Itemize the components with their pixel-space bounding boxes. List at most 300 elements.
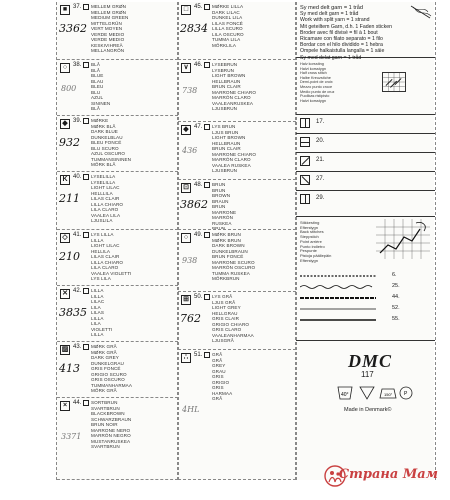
color-name: GRIGIO CHIARO [212,321,250,327]
color-name: MÖRK BLÅ [91,162,116,167]
color-name: LIGHT LILAC [91,243,120,248]
color-name: BRUN FONCÉ [212,254,244,259]
backstitch-line-sample [300,284,376,290]
color-name: HARMAA [212,390,233,396]
color-name: GREY [212,363,226,368]
entry-number-text: 46. [194,62,203,68]
color-name: MARRÓN NEGRO [91,433,131,438]
entry-number [73,62,89,68]
entry-number [194,232,210,238]
handwritten-code: 4HL [182,405,200,414]
color-name: LILLA CHIARO [91,201,124,207]
color-name: VERDE MEDIO [91,31,125,37]
color-name: HELLLILA [91,190,113,196]
color-entry [178,60,296,122]
color-code: 413 [59,362,80,375]
color-name: GRIS OSCURO [91,377,125,382]
color-name: LYSBRUN [212,67,235,73]
color-name: SININEN [91,100,111,106]
color-name-list [91,232,176,282]
checkbox-icon [204,232,210,238]
entry-number-text: 42. [73,288,82,294]
instruction-line: Ricamare con filato separato = 1 filo [300,36,383,43]
color-name: MARRÓN CLARO [212,95,251,100]
entry-number-text: 37. [73,4,82,10]
color-name: BLÅ [91,67,100,73]
color-name: TUMMA RUSKEA [212,270,250,276]
entry-number-text: 48. [194,182,203,188]
color-code: 932 [59,136,80,149]
stitch-row [296,171,435,188]
color-name: BLU SCURO [91,145,119,151]
instruction-line: Sy med delt garn = 1 tråd [300,5,363,11]
color-name: MØRKE LILLA [212,4,244,9]
entry-number-text: 44. [73,400,82,406]
stitch-name: Halvt korsstygn [300,98,326,103]
svg-text:150°: 150° [384,392,393,397]
color-name: AZUL OSCURO [91,151,126,156]
color-name-list [91,344,176,394]
checkbox-icon [204,62,210,68]
color-name: VERDE MEDIO [91,37,125,42]
handwritten-code: 738 [182,86,198,95]
color-name: VIOLETTI [91,326,113,332]
color-name-list [91,62,176,112]
stitch-row [296,114,435,131]
backstitch-line-sample [300,295,376,301]
color-name: VAALEA VIOLETTI [91,270,132,276]
color-name-list [212,232,294,282]
color-entry [57,60,178,116]
color-entry [57,172,178,230]
color-name: BLÅ [91,106,100,111]
watermark-text: Страна Мам [338,467,438,482]
color-name: GRAU [212,368,226,374]
backstitch-name: Pistoja päällepäin [300,252,332,258]
color-entry [178,122,296,180]
color-name: RUSKEA [212,220,232,226]
color-name: BRUN CLAIR [212,146,241,151]
color-entry [178,230,296,292]
color-name: LILLA [91,315,104,321]
color-name: MÖRKLILA [212,42,237,48]
color-code: 210 [59,250,80,263]
color-symbol-icon: × [60,401,70,411]
color-name: BRUN [212,182,226,187]
entry-number [194,124,210,130]
checkbox-icon [83,62,89,68]
color-name: BRUN [212,226,226,230]
color-name: BLACKBROWN [91,411,125,416]
color-code: 3362 [59,22,87,35]
color-name: LILA [91,304,101,310]
color-code: 211 [59,192,80,205]
color-name: GRIS FONCÉ [91,366,121,371]
color-symbol-icon: ◆ [181,125,191,135]
color-name: DARK BROWN [212,243,245,248]
checkbox-icon [83,344,89,350]
color-name: LILAC [91,299,105,304]
color-name: DUNKEL LILA [212,15,243,20]
color-name: VAALEANRUSKEA [212,100,254,106]
entry-number-text: 38. [73,62,82,68]
color-name: LYSELILLA [91,174,116,179]
checkbox-icon [83,232,89,238]
backstitch-line-sample [300,273,376,279]
backstitch-name: Efterstygn [300,224,319,230]
entry-number [73,400,89,406]
stitch-row [296,190,435,207]
backstitch-color-number: 6. [392,272,397,278]
color-name: GRÅ [212,396,223,401]
color-name: GRIS [212,374,224,379]
color-name: LILA CLARO [91,207,119,212]
color-name: LJUSBRUN [212,106,238,111]
color-name: KESKIVIHREÄ [91,42,123,48]
color-name: HELLILA [91,248,111,254]
handwritten-code: 3371 [61,432,82,441]
color-name: GRIGIO SCURO [91,371,127,377]
instruction-line: Broder avec fil divisé = fil à 1 bout [300,29,378,36]
color-name: LILA OSCURO [212,31,244,37]
color-name: TUMMANHARMAA [91,382,133,388]
stitch-name: Mezzo punto croce [300,84,333,89]
color-name: LJUSBRUN [212,168,238,173]
split-yarn-instructions [296,2,435,61]
color-name: MARRONE CHIARO [212,89,257,95]
stitch-color-number: 20. [316,138,325,144]
color-name: LYS BRUN [212,124,236,129]
color-name: LILAS CLAIR [91,254,120,259]
color-entry [178,350,296,480]
color-name: LILLA [91,288,104,293]
handwritten-code: 436 [182,146,198,155]
color-name: LJUSGRÅ [212,338,234,343]
backstitch-line-sample [300,306,376,312]
color-name-list [212,182,294,230]
made-in-label: Made in Denmark© [344,407,392,413]
color-name: MARRONE NERO [91,427,131,433]
color-symbol-icon: ∨ [181,63,191,73]
color-name: MARRONE CHIARO [212,151,257,157]
color-name: DUNKELBLAU [91,134,123,140]
instruction-line: Work with split yarn = 1 strand [300,17,370,24]
stitch-color-number: 21. [316,157,325,163]
entry-number-text: 51. [194,352,203,358]
color-name: MARRONE SCURO [212,259,255,265]
color-name-list [91,4,176,54]
color-name: GRIS [212,385,224,390]
color-name: BRUN CLAIR [212,84,241,89]
color-name: VERT MOYEN [91,26,123,31]
color-name: SORTBRUN [91,400,118,405]
checkbox-icon [83,118,89,124]
checkbox-icon [204,4,210,10]
color-entry [57,230,178,286]
stitch-symbol-icon [300,175,310,185]
color-name: BLU [91,89,101,95]
entry-number-text: 41. [73,232,82,238]
color-code: 762 [180,312,201,325]
stitch-name: Halv korssting [300,62,324,66]
backstitch-color-number: 52. [392,305,400,311]
color-name: LIGHT LILAC [91,185,120,190]
color-symbol-icon: ✕ [60,289,70,299]
color-name: MØRK BLÅ [91,123,116,129]
color-name-list [91,174,176,224]
color-name-list [91,288,176,338]
color-name: MÖRKBRUN [212,276,240,281]
color-name: BLÅ [91,62,100,67]
backstitch-legend [296,216,435,338]
backstitch-color-number: 44. [392,294,400,300]
checkbox-icon [83,400,89,406]
color-name-list [212,124,294,174]
entry-number [73,344,89,350]
color-name: DARK BLUE [91,129,118,134]
color-name: MARRÓN [212,215,234,220]
color-name-list [212,294,294,344]
color-name: LILA [91,321,101,326]
backstitch-name: Punto indietro [300,243,325,249]
instructions-column [295,2,436,480]
color-name: GRIS CLAIR [212,316,240,321]
color-name: LYS GRÅ [212,294,233,299]
color-symbol-icon: ○ [181,233,191,243]
color-name: MØRK BRUN [212,237,241,243]
entry-number [194,182,210,188]
checkbox-icon [83,174,89,180]
entry-number [73,118,89,124]
color-entry [57,286,178,342]
color-name: HELLGRAU [212,310,238,316]
color-name: VAALEA LILA [91,212,121,218]
color-symbol-icon: ⊡ [181,183,191,193]
backstitch-diagram-icon [376,219,430,259]
washing-care-icons [336,383,416,401]
stitch-name: Halbe Kreuzstiche [300,75,331,80]
color-name: TUMMA LILA [212,37,241,42]
handwritten-code: 938 [182,256,198,265]
entry-number-text: 50. [194,294,203,300]
entry-number-text: 49. [194,232,203,238]
color-entry [178,2,296,60]
color-name: MUSTANRUSKEA [91,438,131,444]
instruction-line: Sy med delat garn = 1 tråd [300,54,362,61]
backstitch-name: Back stitches [300,229,324,235]
stitch-row [296,133,435,150]
color-code: 3835 [59,306,87,319]
color-symbol-icon: ○ [60,63,70,73]
color-name: MEDIUM GREEN [91,15,129,20]
entry-number [73,288,89,294]
color-name: DARK GREY [91,355,119,360]
color-name: LYS LILLA [91,232,114,237]
color-name: DARK LILAC [212,9,240,15]
pattern-legend-sheet [56,2,434,480]
color-name: BLAU [91,78,104,84]
color-name: SVARTBRUN [91,444,120,449]
color-name: LILAS CLAIR [91,196,120,201]
stitch-symbol-icon [300,156,310,166]
color-name: MELLEM GRØN [91,4,127,9]
color-name: LIGHT GREY [212,305,241,310]
color-entry [57,398,178,480]
stitch-name: Puolikas ristipisto [300,94,330,99]
color-name: LJUS GRÅ [212,299,236,305]
color-name: GRIGIO [212,379,230,385]
color-name: LJUS BRUN [212,129,239,135]
color-entry [178,292,296,350]
checkbox-icon [204,294,210,300]
stitch-color-number: 29. [316,195,325,201]
color-name: LILLA CHIARO [91,259,124,265]
kit-number: 117 [361,370,374,379]
color-name-list [212,4,294,48]
color-name: VAALEA RUSKEA [212,162,251,168]
stitch-symbol-icon [300,137,310,147]
brand-footer [296,340,435,480]
svg-text:40°: 40° [341,392,349,398]
color-name: MØRKE [91,118,109,123]
instruction-line: Sy med delt garn = 1 tråd [300,11,359,18]
color-column-a [56,2,179,480]
color-name: LYSELILLA [91,179,116,185]
dmc-logo: DMC [348,351,393,371]
color-name: LIGHT BROWN [212,135,246,140]
color-symbol-icon: K [60,175,70,185]
color-name: LILLA [91,332,104,337]
stitch-name: Halvt korsstygn [300,66,326,71]
color-name: LILAS [91,310,105,315]
color-name: LILAS FONCÉ [212,20,243,26]
instruction-line: Ompele halkaistulla langalla = 1 säie [300,48,385,55]
entry-number-text: 47. [194,124,203,130]
color-name: MØRK GRÅ [91,349,117,355]
half-cross-grid-icon [382,72,406,92]
color-name: BLEU FONCÉ [91,140,122,145]
color-name: GRÅ [212,352,223,357]
color-name-list [212,62,294,112]
color-name-list [212,352,294,402]
checkbox-icon [204,182,210,188]
entry-number-text: 43. [73,344,82,350]
color-entry [57,342,178,398]
color-code: 3862 [180,198,208,211]
color-name: LYS LILA [91,276,111,281]
instruction-line: Bordar con el hilo dividido = 1 hebra [300,42,383,49]
color-name: MÖRK GRÅ [91,388,117,393]
entry-number [73,4,89,10]
half-cross-stitch-list [300,62,334,103]
color-name: MØRK BRUN [212,232,241,237]
backstitch-name: Steppstich [300,234,319,240]
color-name: BRAUN [212,198,229,204]
color-column-b [177,2,297,480]
color-name: LYSEBRUN [212,62,238,67]
color-name-list [91,400,176,450]
color-name: LILLA [91,237,104,243]
color-name: BLEU [91,84,104,89]
color-symbol-icon: ∴ [181,353,191,363]
backstitch-line-sample [300,317,376,323]
needle-thread-icon [410,4,432,20]
stitch-row [296,152,435,169]
color-name: BROWN [212,193,231,198]
backstitch-name: Efterstygn [300,257,319,263]
backstitch-color-number: 25. [392,283,400,289]
color-name: BRUN NOIR [91,422,118,427]
color-name: MARRÓN OSCURO [212,265,256,270]
entry-number [194,352,210,358]
instruction-line: Mit geteiltem Garn, d.h. 1 Faden sticken [300,23,392,30]
color-entry [57,116,178,172]
entry-number [194,294,210,300]
color-name: HELLBRAUN [212,140,241,146]
color-entry [178,180,296,230]
color-name: MELLANGRÖN [91,48,125,53]
checkbox-icon [204,352,210,358]
color-name: BLUE [91,73,104,78]
color-name: LILA CLARO [91,265,119,270]
color-name: LILLA SCURO [212,26,243,31]
color-name: LIGHT BROWN [212,73,246,78]
color-symbol-icon: ■ [60,5,70,15]
color-symbol-icon: ◆ [60,119,70,129]
backstitch-name: Pespunte [300,248,317,254]
color-name: HELLBRAUN [212,78,241,84]
color-symbol-icon: □ [181,5,191,15]
backstitch-name: Stikkesting [300,220,320,225]
color-name: BRUN [212,204,226,209]
entry-number [194,4,210,10]
color-name: GRIS CLARO [212,327,242,332]
color-name: LILLA [91,293,104,299]
color-symbol-icon: ⊞ [181,295,191,305]
color-name: MITTELGRÜN [91,20,122,26]
checkbox-icon [204,124,210,130]
backstitch-name: Point arrière [300,238,322,244]
color-name: AZUL [91,95,104,100]
color-name: VAALEANHARMAA [212,332,254,338]
entry-number-text: 45. [194,4,203,10]
color-name: DUNKELGRAU [91,360,124,366]
entry-number-text: 39. [73,118,82,124]
color-entry [57,2,178,60]
color-name: LJUSLILA [91,218,113,223]
entry-number [194,62,210,68]
color-name-list [91,118,176,168]
color-code: 2834 [180,22,208,35]
color-symbol-icon: ◇ [60,233,70,243]
stitch-symbol-icon [300,118,310,128]
checkbox-icon [83,288,89,294]
color-name: DUNKELBRAUN [212,248,248,254]
stitch-color-number: 17. [316,119,325,125]
color-name: MARRÓN CLARO [212,157,251,162]
color-name: MELLEM GRØN [91,9,127,15]
entry-number [73,174,89,180]
handwritten-code: 800 [61,84,77,93]
entry-number [73,232,89,238]
backstitch-color-number: 55. [392,316,400,322]
svg-text:P: P [404,391,408,397]
color-name: MARRONE [212,209,237,215]
color-name: SVARTBRUN [91,405,120,411]
stitch-symbol-icon [300,194,310,204]
color-symbol-icon: ▨ [61,346,69,353]
stitch-name: Medio punto de cruz [300,89,335,94]
